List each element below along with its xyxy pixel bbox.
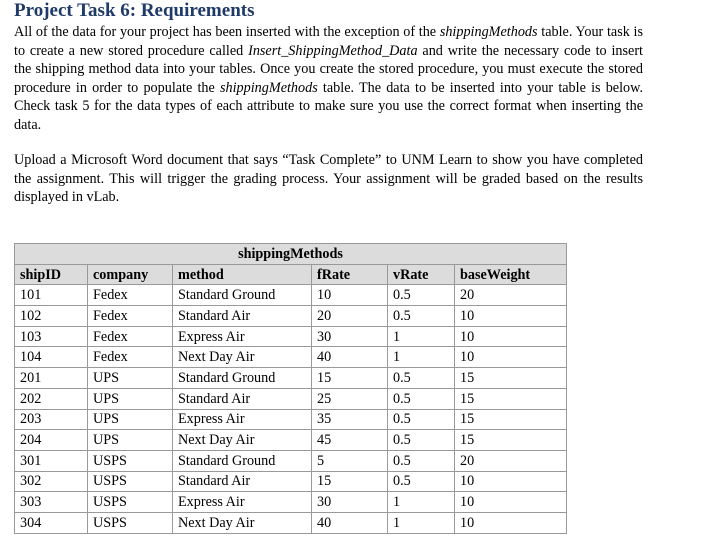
shipping-methods-table [14, 243, 567, 534]
cell-company: UPS [88, 368, 173, 389]
table-row [15, 471, 567, 492]
table-row [15, 368, 567, 389]
cell-vrate: 0.5 [388, 409, 455, 430]
cell-frate: 40 [312, 347, 388, 368]
cell-company: USPS [88, 492, 173, 513]
cell-baseweight: 10 [455, 347, 567, 368]
cell-baseweight: 15 [455, 409, 567, 430]
procedure-name-emphasis: Insert_ShippingMethod_Data [248, 42, 418, 59]
cell-method: Standard Ground [173, 285, 312, 306]
cell-shipid: 202 [15, 388, 88, 409]
paragraph-text: All of the data for your project has been inserted with the exception of the [14, 24, 440, 40]
cell-vrate: 1 [388, 326, 455, 347]
cell-baseweight: 10 [455, 306, 567, 327]
cell-frate: 30 [312, 492, 388, 513]
cell-shipid: 201 [15, 368, 88, 389]
table-name-emphasis: shippingMethods [220, 79, 318, 96]
cell-company: UPS [88, 430, 173, 451]
cell-frate: 40 [312, 512, 388, 533]
column-header-frate: fRate [312, 264, 388, 285]
upload-instructions-paragraph: Upload a Microsoft Word document that says “Task Complete” to UNM Learn to show you have completed the assignment. This will trigger the grading process. Your assignment will be graded based on the results displayed in vLab. [14, 152, 643, 206]
page-title: Project Task 6: Requirements [14, 0, 255, 21]
cell-frate: 20 [312, 306, 388, 327]
column-header-shipid: shipID [15, 264, 88, 285]
cell-method: Next Day Air [173, 347, 312, 368]
cell-company: USPS [88, 450, 173, 471]
cell-method: Next Day Air [173, 512, 312, 533]
cell-method: Standard Ground [173, 450, 312, 471]
cell-frate: 15 [312, 368, 388, 389]
cell-vrate: 0.5 [388, 368, 455, 389]
column-header-vrate: vRate [388, 264, 455, 285]
table-row [15, 306, 567, 327]
cell-shipid: 303 [15, 492, 88, 513]
cell-method: Standard Air [173, 471, 312, 492]
cell-shipid: 302 [15, 471, 88, 492]
table-caption: shippingMethods [15, 244, 567, 265]
cell-frate: 15 [312, 471, 388, 492]
table-row [15, 347, 567, 368]
cell-shipid: 101 [15, 285, 88, 306]
cell-method: Express Air [173, 409, 312, 430]
cell-baseweight: 10 [455, 512, 567, 533]
cell-vrate: 0.5 [388, 285, 455, 306]
cell-vrate: 0.5 [388, 306, 455, 327]
cell-vrate: 1 [388, 347, 455, 368]
table-row [15, 512, 567, 533]
cell-baseweight: 15 [455, 388, 567, 409]
cell-company: USPS [88, 512, 173, 533]
column-header-method: method [173, 264, 312, 285]
table-header-row [15, 264, 567, 285]
table-caption-row [15, 244, 567, 265]
cell-frate: 10 [312, 285, 388, 306]
cell-vrate: 0.5 [388, 430, 455, 451]
table-name-emphasis: shippingMethods [439, 24, 538, 40]
cell-company: Fedex [88, 306, 173, 327]
table-row [15, 388, 567, 409]
cell-company: Fedex [88, 347, 173, 368]
paragraph-text: table. The data to be inserted into your table is below. Check task 5 for the data types of each attribute to make sure you use the correct format when inserting the data. [14, 79, 644, 133]
paragraph-text: and write the necessary code to insert the shipping method data into your tables. Once you create the stored procedure, you must execute the stored procedure in order to populate the [14, 42, 643, 96]
cell-company: Fedex [88, 326, 173, 347]
cell-frate: 5 [312, 450, 388, 471]
cell-shipid: 203 [15, 409, 88, 430]
table-row [15, 492, 567, 513]
cell-baseweight: 15 [455, 430, 567, 451]
cell-shipid: 103 [15, 326, 88, 347]
cell-baseweight: 10 [455, 326, 567, 347]
table-row [15, 409, 567, 430]
cell-frate: 35 [312, 409, 388, 430]
cell-company: UPS [88, 409, 173, 430]
cell-company: USPS [88, 471, 173, 492]
cell-vrate: 0.5 [388, 471, 455, 492]
cell-company: UPS [88, 388, 173, 409]
cell-frate: 30 [312, 326, 388, 347]
cell-shipid: 204 [15, 430, 88, 451]
paragraph-text: table. Your task is to create a new stored procedure called [14, 24, 643, 59]
cell-shipid: 304 [15, 512, 88, 533]
cell-frate: 25 [312, 388, 388, 409]
cell-baseweight: 20 [455, 450, 567, 471]
cell-method: Standard Air [173, 306, 312, 327]
cell-method: Standard Ground [173, 368, 312, 389]
cell-method: Standard Air [173, 388, 312, 409]
table-row [15, 285, 567, 306]
cell-vrate: 1 [388, 512, 455, 533]
cell-shipid: 301 [15, 450, 88, 471]
table-row [15, 450, 567, 471]
cell-company: Fedex [88, 285, 173, 306]
table-row [15, 326, 567, 347]
cell-method: Express Air [173, 492, 312, 513]
cell-vrate: 1 [388, 492, 455, 513]
cell-shipid: 104 [15, 347, 88, 368]
requirements-paragraph [14, 23, 643, 135]
cell-method: Next Day Air [173, 430, 312, 451]
cell-baseweight: 15 [455, 368, 567, 389]
cell-vrate: 0.5 [388, 450, 455, 471]
cell-method: Express Air [173, 326, 312, 347]
cell-baseweight: 10 [455, 471, 567, 492]
cell-baseweight: 10 [455, 492, 567, 513]
table-row [15, 430, 567, 451]
cell-baseweight: 20 [455, 285, 567, 306]
column-header-company: company [88, 264, 173, 285]
cell-shipid: 102 [15, 306, 88, 327]
cell-frate: 45 [312, 430, 388, 451]
cell-vrate: 0.5 [388, 388, 455, 409]
column-header-baseweight: baseWeight [455, 264, 567, 285]
